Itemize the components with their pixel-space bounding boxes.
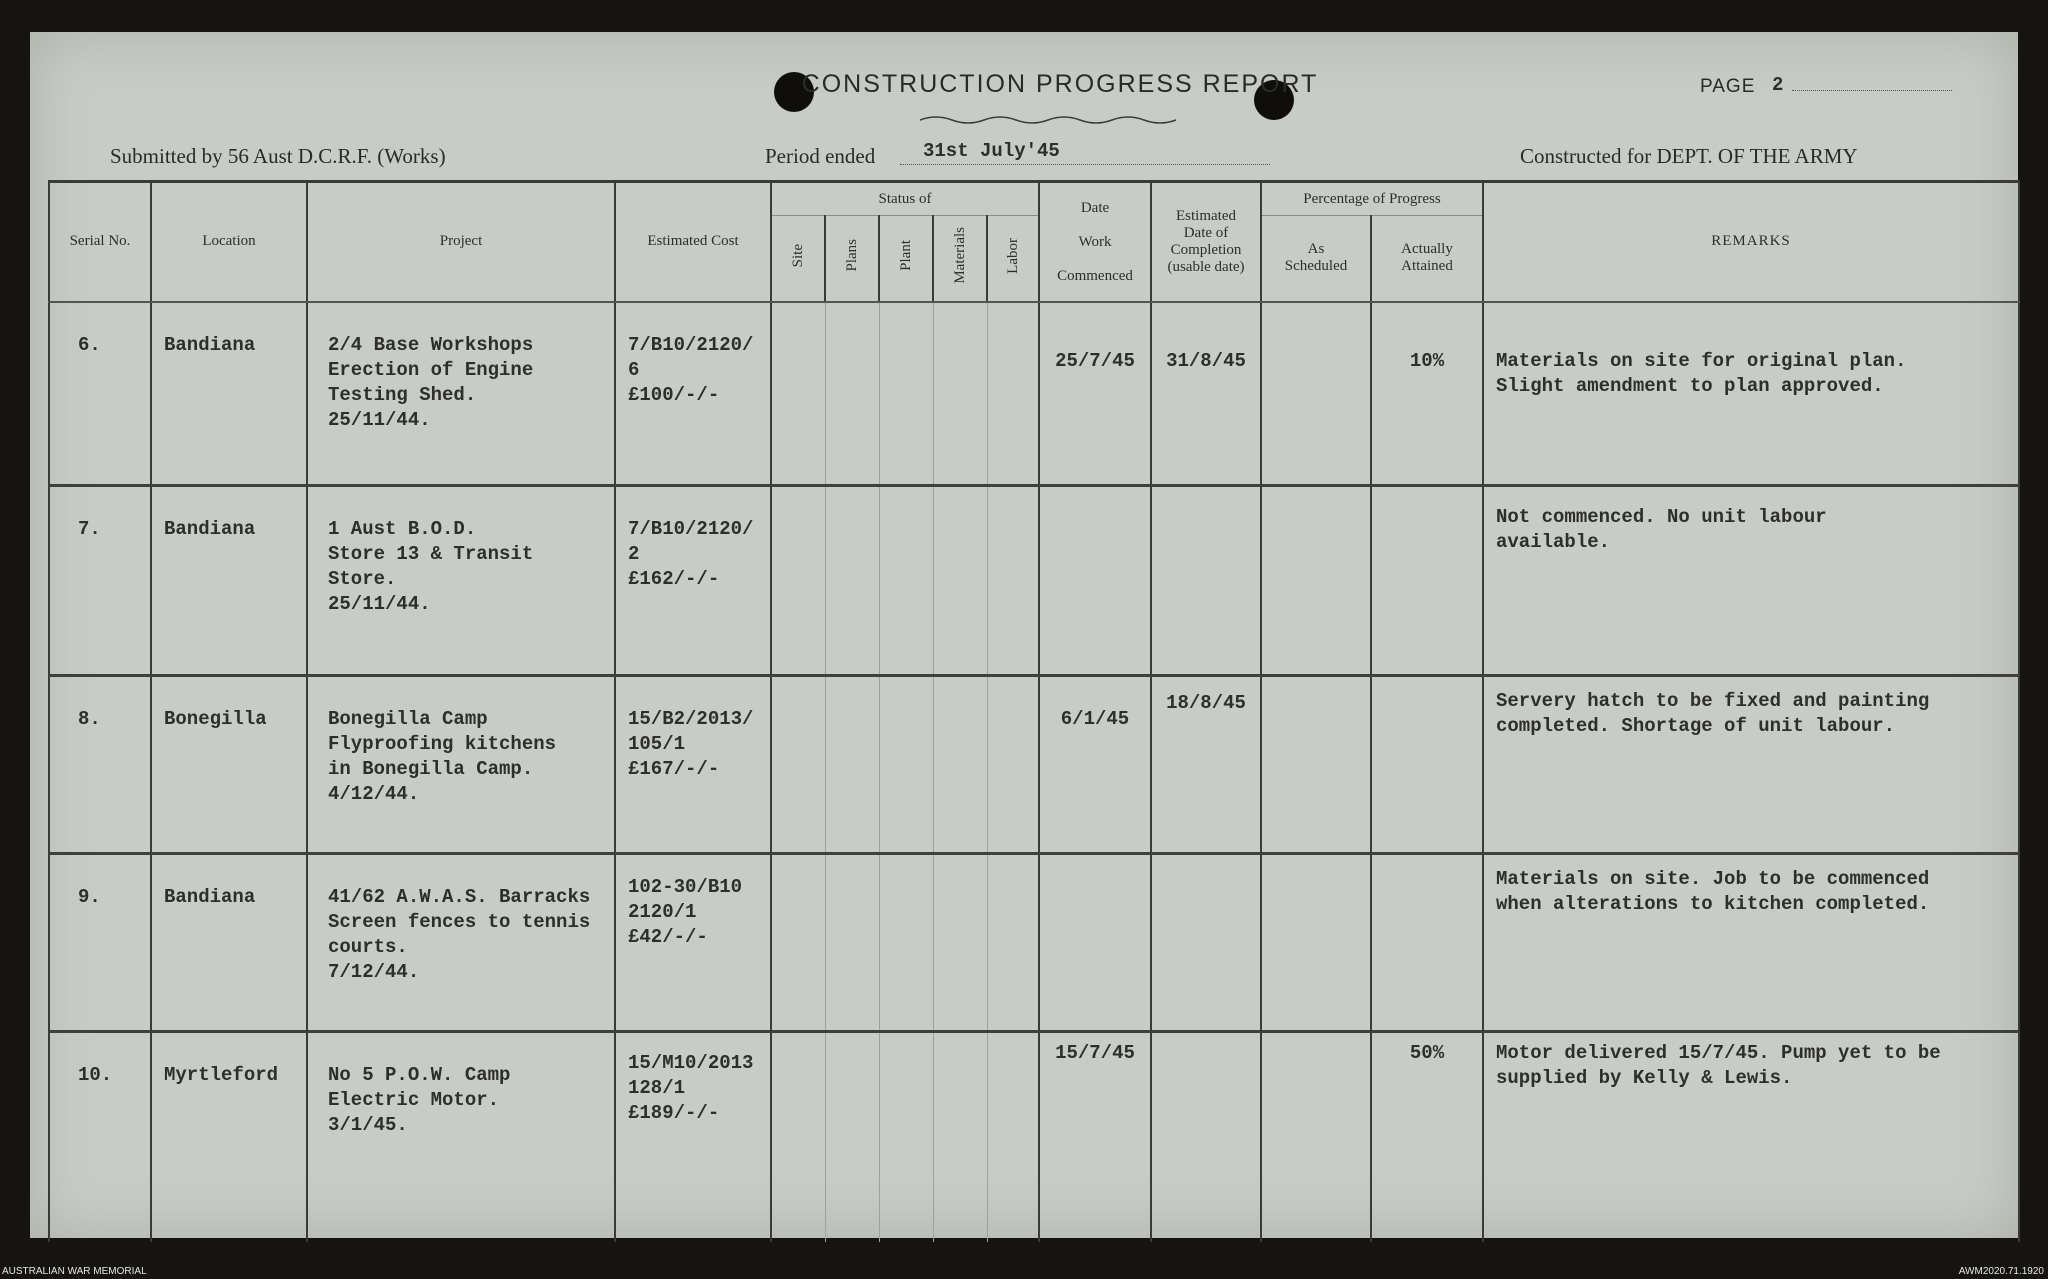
cell-completion xyxy=(1151,1032,1261,1242)
cell-location: Bonegilla xyxy=(151,676,307,854)
footer-left: AUSTRALIAN WAR MEMORIAL xyxy=(2,1266,147,1277)
cell-cost: 7/B10/2120/ 6 £100/-/- xyxy=(615,302,771,486)
cell-status-plant xyxy=(879,1032,933,1242)
cell-status-site xyxy=(771,1032,825,1242)
cell-status-plant xyxy=(879,302,933,486)
period-dotted-line xyxy=(900,164,1270,165)
cell-project: No 5 P.O.W. Camp Electric Motor. 3/1/45. xyxy=(307,1032,615,1242)
page-label: PAGE xyxy=(1700,76,1756,97)
cell-cost: 7/B10/2120/ 2 £162/-/- xyxy=(615,486,771,676)
cell-location: Bandiana xyxy=(151,486,307,676)
cell-project: 2/4 Base Workshops Erection of Engine Testing Shed. 25/11/44. xyxy=(307,302,615,486)
col-estimated-cost: Estimated Cost xyxy=(615,182,771,302)
cell-commenced xyxy=(1039,486,1151,676)
table-row xyxy=(49,302,2019,486)
cell-status-materials xyxy=(933,1032,987,1242)
cell-scheduled xyxy=(1261,486,1371,676)
cell-project: 41/62 A.W.A.S. Barracks Screen fences to tennis courts. 7/12/44. xyxy=(307,854,615,1032)
cell-project: 1 Aust B.O.D. Store 13 & Transit Store. 25/11/44. xyxy=(307,486,615,676)
cell-cost: 15/B2/2013/ 105/1 £167/-/- xyxy=(615,676,771,854)
cell-status-materials xyxy=(933,854,987,1032)
cell-status-plans xyxy=(825,676,879,854)
table-row xyxy=(49,676,2019,854)
cell-serial: 8. xyxy=(49,676,151,854)
cell-location: Bandiana xyxy=(151,854,307,1032)
report-title: CONSTRUCTION PROGRESS REPORT xyxy=(801,70,1319,98)
cell-status-labor xyxy=(987,854,1039,1032)
col-status-plant: Plant xyxy=(879,216,933,302)
progress-table xyxy=(48,180,2020,1242)
col-project: Project xyxy=(307,182,615,302)
cell-status-materials xyxy=(933,676,987,854)
cell-status-labor xyxy=(987,302,1039,486)
cell-status-site xyxy=(771,854,825,1032)
col-serial: Serial No. xyxy=(49,182,151,302)
cell-serial: 6. xyxy=(49,302,151,486)
cell-scheduled xyxy=(1261,854,1371,1032)
col-est-completion: Estimated Date of Completion (usable date) xyxy=(1151,182,1261,302)
cell-status-site xyxy=(771,302,825,486)
cell-completion xyxy=(1151,486,1261,676)
cell-cost: 15/M10/2013 128/1 £189/-/- xyxy=(615,1032,771,1242)
cell-status-materials xyxy=(933,486,987,676)
cell-cost: 102-30/B10 2120/1 £42/-/- xyxy=(615,854,771,1032)
page-dotted-line xyxy=(1792,90,1952,91)
cell-remarks: Servery hatch to be fixed and painting completed. Shortage of unit labour. xyxy=(1483,676,2019,854)
cell-location: Bandiana xyxy=(151,302,307,486)
cell-status-plans xyxy=(825,486,879,676)
cell-completion: 31/8/45 xyxy=(1151,302,1261,486)
cell-status-labor xyxy=(987,676,1039,854)
cell-remarks: Materials on site. Job to be commenced when alterations to kitchen completed. xyxy=(1483,854,2019,1032)
col-date-commenced: Date Work Commenced xyxy=(1039,182,1151,302)
table-row xyxy=(49,854,2019,1032)
submitted-by: Submitted by 56 Aust D.C.R.F. (Works) xyxy=(110,144,446,168)
title-flourish xyxy=(920,114,1180,126)
col-status-materials: Materials xyxy=(933,216,987,302)
cell-remarks: Not commenced. No unit labour available. xyxy=(1483,486,2019,676)
constructed-for: Constructed for DEPT. OF THE ARMY xyxy=(1520,144,1858,168)
col-status-plans: Plans xyxy=(825,216,879,302)
cell-scheduled xyxy=(1261,302,1371,486)
cell-commenced: 6/1/45 xyxy=(1039,676,1151,854)
col-status-group: Status of xyxy=(771,182,1039,216)
col-status-labor: Labor xyxy=(987,216,1039,302)
cell-scheduled xyxy=(1261,676,1371,854)
col-pct-attained: Actually Attained xyxy=(1371,216,1483,302)
cell-status-labor xyxy=(987,1032,1039,1242)
table-row xyxy=(49,486,2019,676)
cell-remarks: Motor delivered 15/7/45. Pump yet to be supplied by Kelly & Lewis. xyxy=(1483,1032,2019,1242)
cell-attained xyxy=(1371,854,1483,1032)
cell-attained: 10% xyxy=(1371,302,1483,486)
cell-status-plant xyxy=(879,854,933,1032)
col-status-site: Site xyxy=(771,216,825,302)
cell-attained: 50% xyxy=(1371,1032,1483,1242)
cell-status-plans xyxy=(825,302,879,486)
page-number: 2 xyxy=(1772,74,1784,96)
period-label: Period ended xyxy=(765,144,876,168)
cell-status-site xyxy=(771,676,825,854)
cell-attained xyxy=(1371,676,1483,854)
cell-status-plant xyxy=(879,486,933,676)
cell-attained xyxy=(1371,486,1483,676)
cell-completion: 18/8/45 xyxy=(1151,676,1261,854)
col-location: Location xyxy=(151,182,307,302)
cell-status-plant xyxy=(879,676,933,854)
cell-serial: 7. xyxy=(49,486,151,676)
cell-location: Myrtleford xyxy=(151,1032,307,1242)
footer-right: AWM2020.71.1920 xyxy=(1958,1266,2044,1277)
col-pct-group: Percentage of Progress xyxy=(1261,182,1483,216)
cell-scheduled xyxy=(1261,1032,1371,1242)
cell-status-materials xyxy=(933,302,987,486)
cell-project: Bonegilla Camp Flyproofing kitchens in Bonegilla Camp. 4/12/44. xyxy=(307,676,615,854)
cell-status-plans xyxy=(825,854,879,1032)
cell-commenced xyxy=(1039,854,1151,1032)
cell-commenced: 25/7/45 xyxy=(1039,302,1151,486)
col-pct-scheduled: As Scheduled xyxy=(1261,216,1371,302)
cell-status-site xyxy=(771,486,825,676)
progress-rows xyxy=(49,302,2019,1242)
cell-commenced: 15/7/45 xyxy=(1039,1032,1151,1242)
cell-remarks: Materials on site for original plan. Slight amendment to plan approved. xyxy=(1483,302,2019,486)
cell-status-labor xyxy=(987,486,1039,676)
cell-completion xyxy=(1151,854,1261,1032)
col-remarks: REMARKS xyxy=(1483,182,2019,302)
report-sheet xyxy=(30,32,2018,1238)
cell-status-plans xyxy=(825,1032,879,1242)
cell-serial: 9. xyxy=(49,854,151,1032)
period-value: 31st July'45 xyxy=(923,140,1060,162)
table-row xyxy=(49,1032,2019,1242)
cell-serial: 10. xyxy=(49,1032,151,1242)
